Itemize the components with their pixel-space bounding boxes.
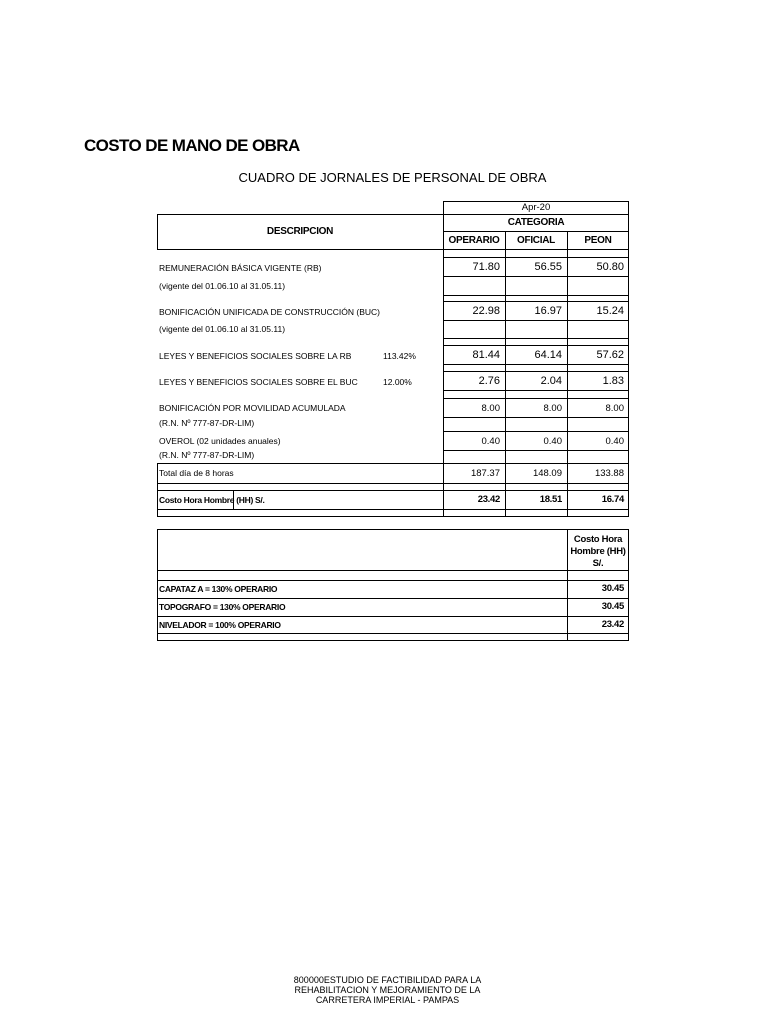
total-operario: 187.37 bbox=[470, 468, 500, 479]
leyes-buc-peon: 1.83 bbox=[602, 375, 624, 387]
overol-peon: 0.40 bbox=[605, 436, 624, 447]
page-title: COSTO DE MANO DE OBRA bbox=[84, 136, 300, 155]
buc-oficial: 16.97 bbox=[534, 305, 562, 317]
t2-row-value: 30.45 bbox=[601, 583, 624, 594]
page-subtitle: CUADRO DE JORNALES DE PERSONAL DE OBRA bbox=[238, 170, 547, 185]
descripcion-header: DESCRIPCION bbox=[266, 226, 334, 237]
buc-peon: 15.24 bbox=[596, 305, 624, 317]
leyes-rb-label: LEYES Y BENEFICIOS SOCIALES SOBRE LA RB bbox=[159, 351, 352, 361]
leyes-buc-label: LEYES Y BENEFICIOS SOCIALES SOBRE EL BUC bbox=[159, 377, 358, 387]
total-oficial: 148.09 bbox=[532, 468, 562, 479]
leyes-rb-peon: 57.62 bbox=[596, 349, 624, 361]
t2-row-label: NIVELADOR = 100% OPERARIO bbox=[159, 620, 281, 630]
footer-line-2: REHABILITACION Y MEJORAMIENTO DE LA bbox=[294, 985, 481, 995]
t2-row-label: TOPOGRAFO = 130% OPERARIO bbox=[159, 602, 286, 612]
overol-oficial: 0.40 bbox=[543, 436, 562, 447]
categoria-header: CATEGORIA bbox=[507, 217, 565, 228]
operario-header: OPERARIO bbox=[448, 235, 500, 246]
rb-oficial: 56.55 bbox=[534, 261, 562, 273]
oficial-header: OFICIAL bbox=[517, 235, 555, 246]
movilidad-sub: (R.N. Nº 777-87-DR-LIM) bbox=[159, 418, 255, 428]
leyes-buc-operario: 2.76 bbox=[478, 375, 500, 387]
costo-hh-oficial: 18.51 bbox=[539, 494, 562, 505]
t2-header-line-2: Hombre (HH) bbox=[570, 546, 626, 557]
movilidad-label: BONIFICACIÓN POR MOVILIDAD ACUMULADA bbox=[159, 403, 346, 413]
total-peon: 133.88 bbox=[594, 468, 624, 479]
costo-hh-peon: 16.74 bbox=[601, 494, 624, 505]
t2-row-value: 23.42 bbox=[601, 619, 624, 630]
leyes-rb-oficial: 64.14 bbox=[534, 349, 562, 361]
total-label: Total día de 8 horas bbox=[159, 468, 234, 478]
t2-header-line-3: S/. bbox=[592, 558, 604, 569]
costo-hh-operario: 23.42 bbox=[477, 494, 500, 505]
rb-label: REMUNERACIÓN BÁSICA VIGENTE (RB) bbox=[159, 263, 322, 273]
footer-line-3: CARRETERA IMPERIAL - PAMPAS bbox=[315, 995, 460, 1005]
leyes-rb-pct: 113.42% bbox=[383, 351, 416, 361]
movilidad-oficial: 8.00 bbox=[543, 403, 562, 414]
costo-hh-label: Costo Hora Hombre (HH) S/. bbox=[159, 495, 265, 505]
leyes-rb-operario: 81.44 bbox=[472, 349, 500, 361]
peon-header: PEON bbox=[584, 235, 612, 246]
movilidad-peon: 8.00 bbox=[605, 403, 624, 414]
overol-sub: (R.N. Nº 777-87-DR-LIM) bbox=[159, 450, 255, 460]
buc-operario: 22.98 bbox=[472, 305, 500, 317]
date-label: Apr-20 bbox=[521, 202, 551, 213]
t2-header-line-1: Costo Hora bbox=[573, 534, 623, 545]
buc-label: BONIFICACIÓN UNIFICADA DE CONSTRUCCIÓN (BUC) bbox=[159, 307, 381, 317]
overol-label: OVEROL (02 unidades anuales) bbox=[159, 436, 281, 446]
buc-sub: (vigente del 01.06.10 al 31.05.11) bbox=[159, 324, 286, 334]
rb-sub: (vigente del 01.06.10 al 31.05.11) bbox=[159, 281, 286, 291]
t2-row-value: 30.45 bbox=[601, 601, 624, 612]
footer-text bbox=[0, 975, 768, 1005]
t2-row-label: CAPATAZ A = 130% OPERARIO bbox=[159, 584, 278, 594]
footer-line-1: 800000ESTUDIO DE FACTIBILIDAD PARA LA bbox=[293, 975, 482, 985]
overol-operario: 0.40 bbox=[481, 436, 500, 447]
rb-peon: 50.80 bbox=[596, 261, 624, 273]
rb-operario: 71.80 bbox=[472, 261, 500, 273]
leyes-buc-pct: 12.00% bbox=[383, 377, 412, 387]
movilidad-operario: 8.00 bbox=[481, 403, 500, 414]
leyes-buc-oficial: 2.04 bbox=[540, 375, 562, 387]
